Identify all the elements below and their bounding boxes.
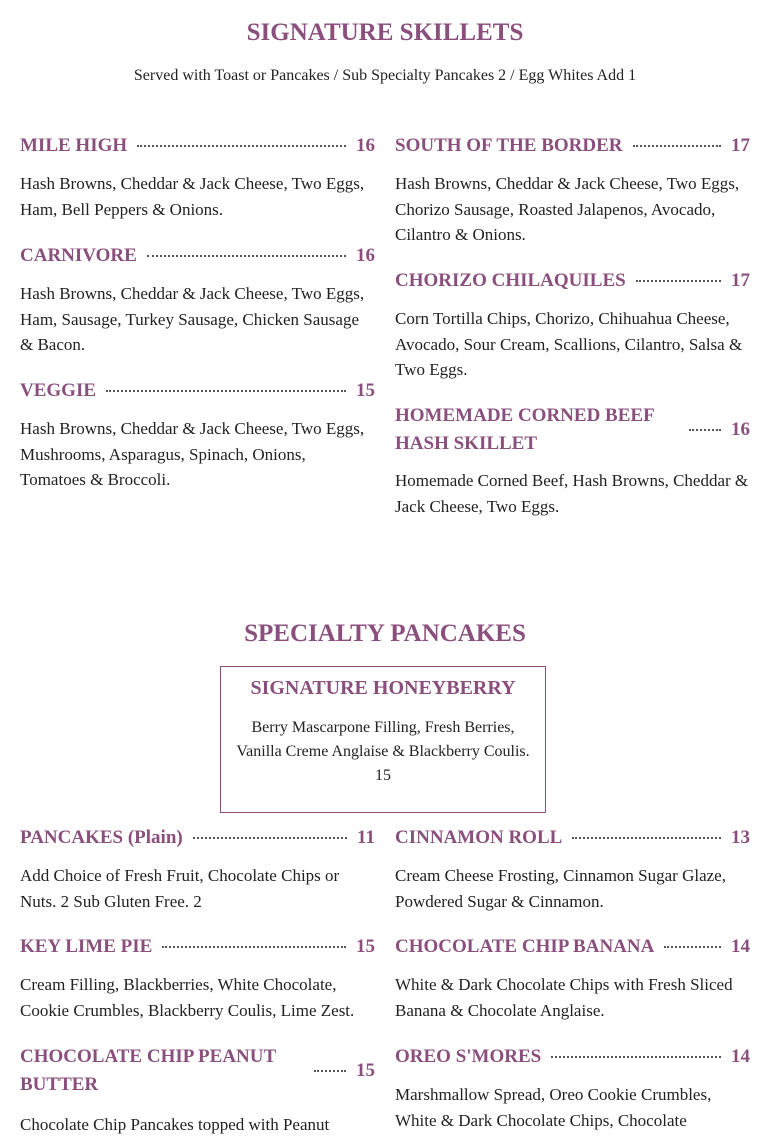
dot-leader xyxy=(551,1056,721,1058)
item-name: SOUTH OF THE BORDER xyxy=(395,135,623,156)
item-description: Add Choice of Fresh Fruit, Chocolate Chips or Nuts. 2 Sub Gluten Free. 2 xyxy=(20,866,340,911)
item-description: White & Dark Chocolate Chips with Fresh Sliced Banana & Chocolate Anglaise. xyxy=(395,975,733,1020)
item-description: Chocolate Chip Pancakes topped with Peanut xyxy=(20,1115,330,1134)
item-name: CHOCOLATE CHIP PEANUT BUTTER xyxy=(20,1046,276,1095)
item-price: 14 xyxy=(731,1046,750,1067)
featured-item-box[interactable] xyxy=(220,666,546,813)
skillets-subtitle: Served with Toast or Pancakes / Sub Specialty Pancakes 2 / Egg Whites Add 1 xyxy=(133,67,637,84)
menu-item-pancakes-plain[interactable] xyxy=(20,824,375,914)
dot-leader xyxy=(664,946,721,948)
item-name: PANCAKES (Plain) xyxy=(20,827,183,848)
menu-item-key-lime-pie[interactable] xyxy=(20,933,375,1023)
item-price: 11 xyxy=(357,827,375,848)
item-description: Marshmallow Spread, Oreo Cookie Crumbles, White & Dark Chocolate Chips, Chocolate xyxy=(395,1085,712,1130)
item-name: CARNIVORE xyxy=(20,245,137,266)
item-price: 16 xyxy=(356,245,375,266)
menu-item-carnivore[interactable] xyxy=(20,242,375,358)
featured-item-description: Berry Mascarpone Filling, Fresh Berries, Vanilla Creme Anglaise & Blackberry Coulis. xyxy=(236,719,530,760)
item-name: CINNAMON ROLL xyxy=(395,827,563,848)
item-name: CHOCOLATE CHIP BANANA xyxy=(395,936,655,957)
item-description: Corn Tortilla Chips, Chorizo, Chihuahua Cheese, Avocado, Sour Cream, Scallions, Cilantro, Salsa & Two Eggs. xyxy=(395,309,743,379)
pancakes-section-title: SPECIALTY PANCAKES xyxy=(244,620,526,647)
dot-leader xyxy=(314,1070,346,1072)
dot-leader xyxy=(636,280,721,282)
menu-item-south-of-the-border[interactable] xyxy=(395,132,750,248)
item-name: CHORIZO CHILAQUILES xyxy=(395,270,626,291)
menu-item-chocolate-chip-peanut-butter[interactable] xyxy=(20,1043,375,1138)
item-price: 17 xyxy=(731,135,750,156)
menu-item-veggie[interactable] xyxy=(20,377,375,493)
item-price: 16 xyxy=(356,135,375,156)
featured-item-price: 15 xyxy=(375,767,391,784)
item-name: VEGGIE xyxy=(20,380,97,401)
item-description: Cream Filling, Blackberries, White Chocolate, Cookie Crumbles, Blackberry Coulis, Lime Zest. xyxy=(20,975,355,1020)
featured-item-name: SIGNATURE HONEYBERRY xyxy=(250,677,516,699)
menu-item-chorizo-chilaquiles[interactable] xyxy=(395,267,750,383)
item-price: 16 xyxy=(731,419,750,440)
item-description: Hash Browns, Cheddar & Jack Cheese, Two Eggs, Ham, Bell Peppers & Onions. xyxy=(20,174,365,219)
dot-leader xyxy=(162,946,346,948)
menu-item-mile-high[interactable] xyxy=(20,132,375,222)
menu-item-oreo-smores[interactable] xyxy=(395,1043,750,1133)
item-description: Hash Browns, Cheddar & Jack Cheese, Two Eggs, Mushrooms, Asparagus, Spinach, Onions, Tomatoes & Broccoli. xyxy=(20,419,365,489)
dot-leader xyxy=(137,145,346,147)
item-name: OREO S'MORES xyxy=(395,1046,542,1067)
dot-leader xyxy=(193,837,347,839)
item-description: Homemade Corned Beef, Hash Browns, Cheddar & Jack Cheese, Two Eggs. xyxy=(395,471,749,516)
item-description: Cream Cheese Frosting, Cinnamon Sugar Glaze, Powdered Sugar & Cinnamon. xyxy=(395,866,726,911)
item-price: 15 xyxy=(356,936,375,957)
item-price: 17 xyxy=(731,270,750,291)
item-name: HOMEMADE CORNED BEEF HASH SKILLET xyxy=(395,405,654,454)
item-description: Hash Browns, Cheddar & Jack Cheese, Two Eggs, Ham, Sausage, Turkey Sausage, Chicken Sausage & Bacon. xyxy=(20,284,365,354)
item-price: 14 xyxy=(731,936,750,957)
item-name: MILE HIGH xyxy=(20,135,128,156)
dot-leader xyxy=(147,255,346,257)
dot-leader xyxy=(106,390,346,392)
item-name: KEY LIME PIE xyxy=(20,936,153,957)
menu-item-corned-beef-hash-skillet[interactable] xyxy=(395,402,750,519)
menu-item-chocolate-chip-banana[interactable] xyxy=(395,933,750,1023)
dot-leader xyxy=(633,145,721,147)
skillets-section-title: SIGNATURE SKILLETS xyxy=(246,19,524,46)
item-price: 15 xyxy=(356,1060,375,1081)
menu-item-cinnamon-roll[interactable] xyxy=(395,824,750,914)
item-description: Hash Browns, Cheddar & Jack Cheese, Two Eggs, Chorizo Sausage, Roasted Jalapenos, Avocado, Cilantro & Onions. xyxy=(395,174,740,244)
dot-leader xyxy=(689,429,721,431)
item-price: 13 xyxy=(731,827,750,848)
item-price: 15 xyxy=(356,380,375,401)
dot-leader xyxy=(572,837,721,839)
